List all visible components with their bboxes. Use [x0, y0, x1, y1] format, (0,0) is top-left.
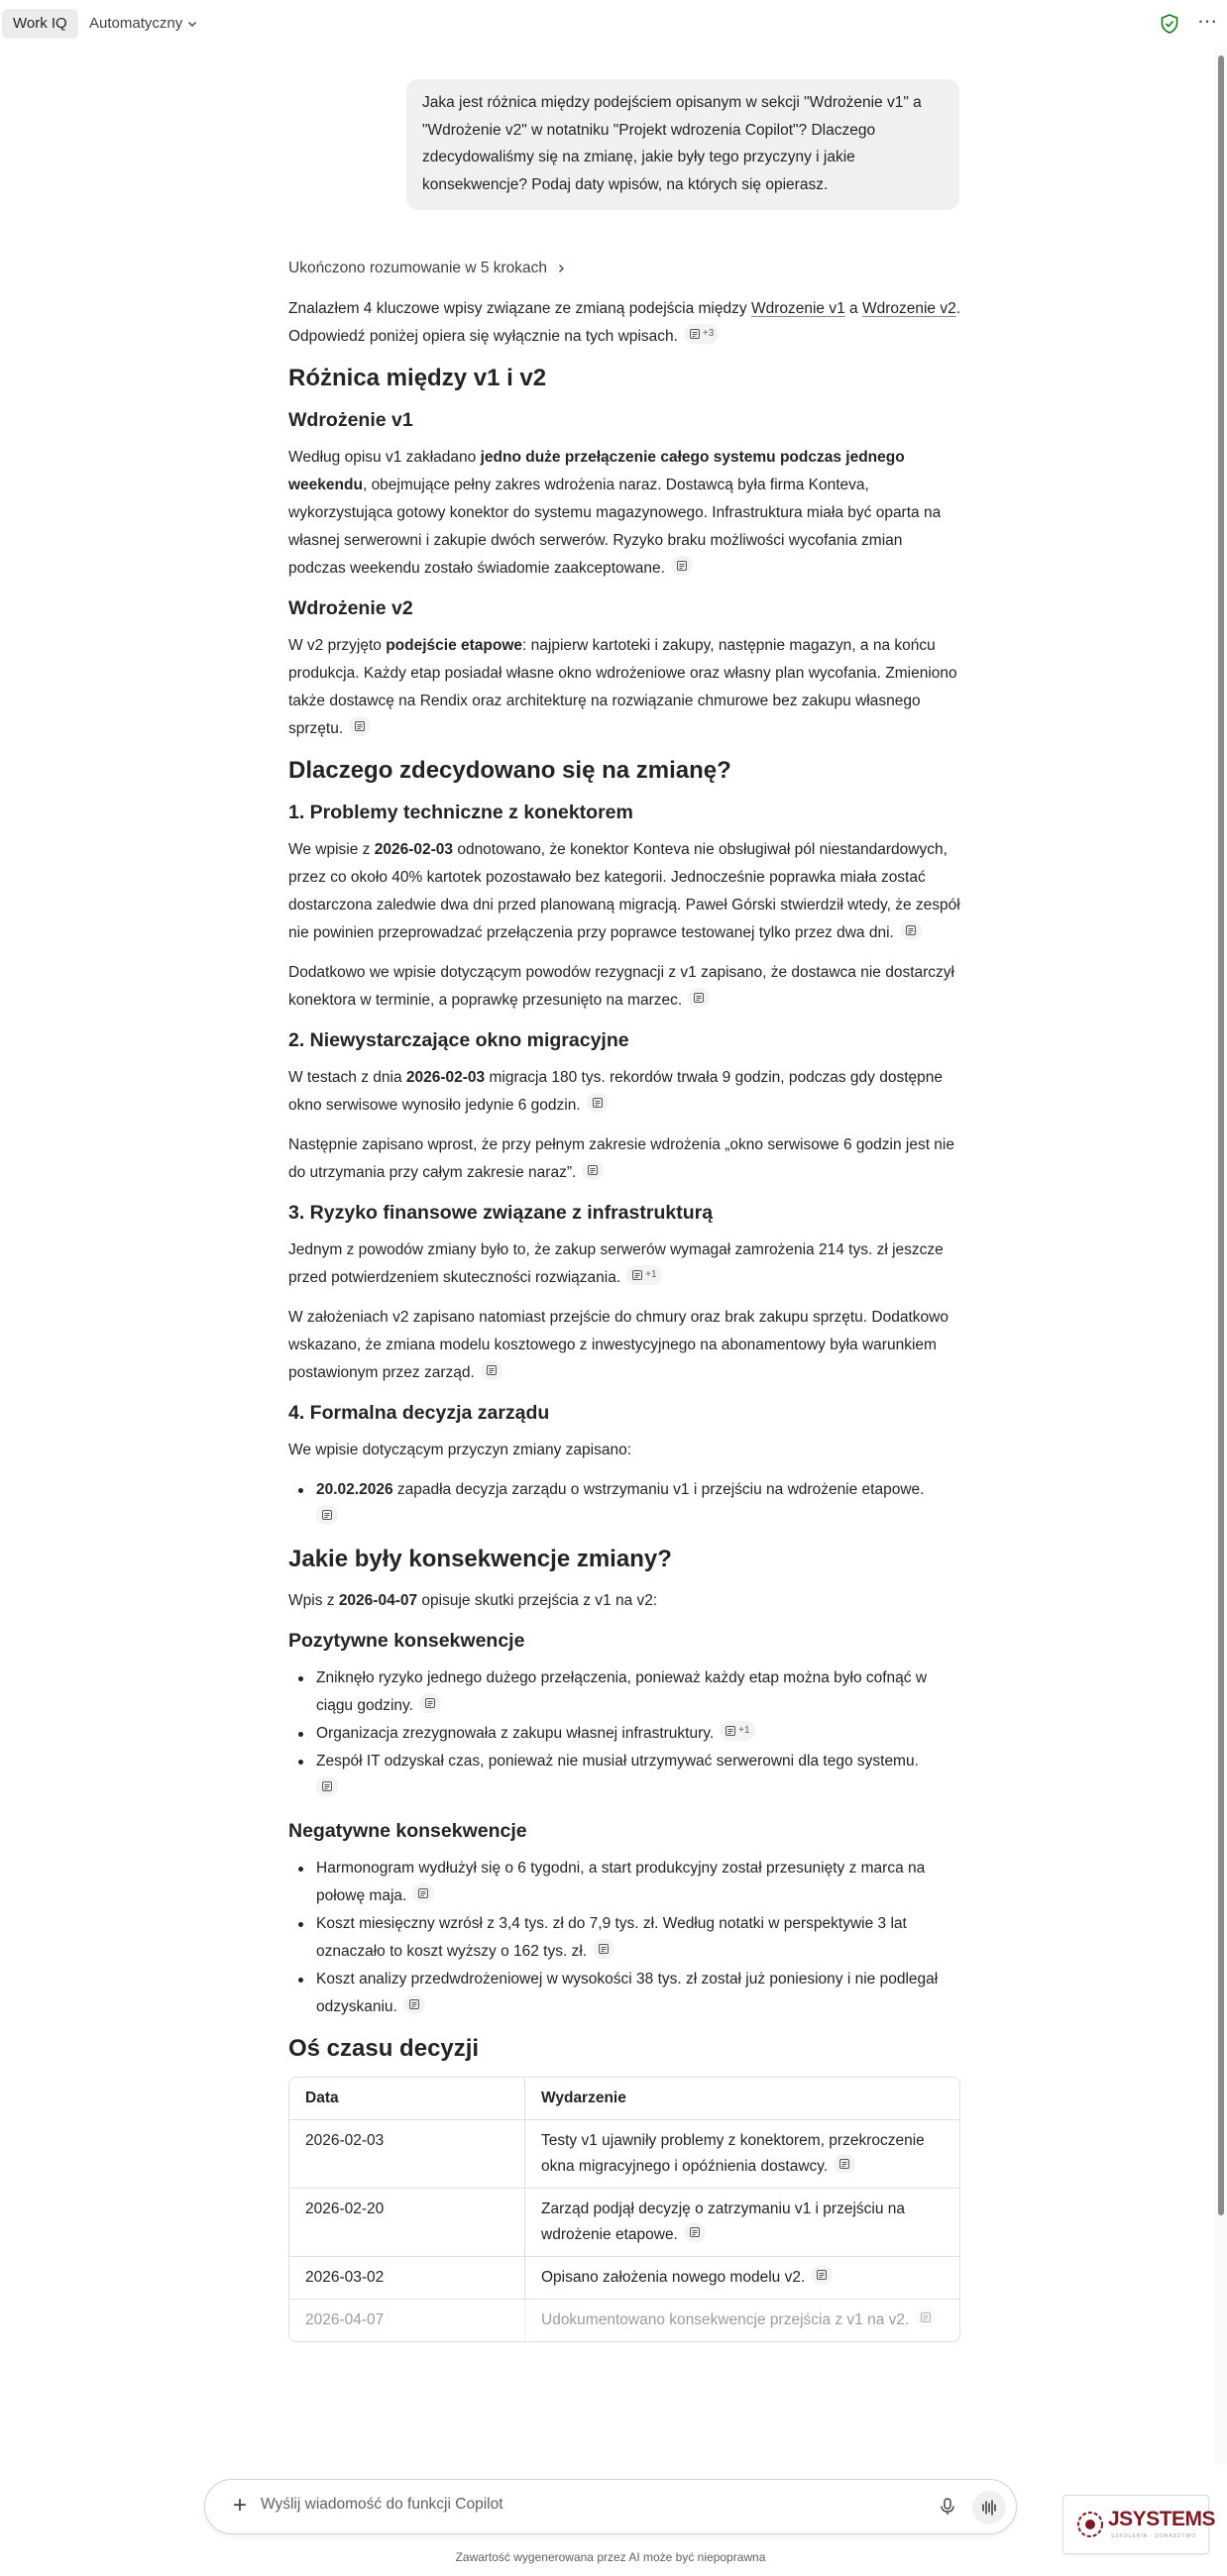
- heading-why: Dlaczego zdecydowano się na zmianę?: [288, 757, 731, 784]
- link-wdrozenie-v1[interactable]: Wdrozenie v1: [750, 300, 845, 317]
- table-row: [289, 2300, 959, 2341]
- citation-badge[interactable]: [316, 1505, 338, 1525]
- timeline-table: [288, 2077, 960, 2342]
- notebook-icon: [689, 2226, 701, 2238]
- notebook-icon: [905, 924, 917, 936]
- heading-v2: Wdrożenie v2: [288, 597, 413, 619]
- negative-list: [288, 1855, 960, 2021]
- cell-date: 2026-04-07: [289, 2300, 525, 2341]
- citation-badge[interactable]: [915, 2308, 937, 2327]
- reasoning-label: Ukończono rozumowanie w 5 krokach: [288, 260, 548, 276]
- reason-2-paragraph-1: W testach z dnia 2026-02-03 migracja 180 tys. rekordów trwała 9 godzin, podczas gdy dostępne okno serwisowe wynosiło jedynie 6 godzin.: [288, 1069, 943, 1114]
- table-row: [289, 2120, 959, 2189]
- jsystems-watermark-logo: [1062, 2495, 1216, 2554]
- add-attachment-icon[interactable]: +: [232, 2492, 247, 2519]
- citation-badge[interactable]: [684, 2222, 706, 2242]
- citation-badge[interactable]: [593, 1939, 614, 1959]
- reason-1-paragraph-1: We wpisie z 2026-02-03 odnotowano, że konektor Konteva nie obsługiwał pól niestandardowych, przez co około 40% kartotek pozostawało bez kategorii. Jednocześnie poprawka miała zostać dostarczona zaledwie dwa dni przed planowaną migracją. Paweł Górski stwierdził wtedy, że zespół nie powinien przeprowadzać przełączenia przy poprawce testowanej tylko przez dwa dni.: [288, 841, 960, 941]
- notebook-icon: [598, 1943, 610, 1955]
- cell-date: 2026-03-02: [289, 2257, 525, 2300]
- heading-positive: Pozytywne konsekwencje: [288, 1630, 525, 1652]
- chevron-right-icon: [556, 264, 566, 273]
- shield-check-icon[interactable]: [1159, 13, 1180, 35]
- ai-disclaimer: Zawartość wygenerowana przez AI może być niepoprawna: [455, 2550, 766, 2564]
- heading-timeline: Oś czasu decyzji: [288, 2035, 480, 2062]
- notebook-icon: [417, 1887, 429, 1899]
- link-wdrozenie-v2[interactable]: Wdrozenie v2: [861, 300, 956, 317]
- positive-list: [288, 1664, 960, 1803]
- cell-event: Opisano założenia nowego modelu v2.: [525, 2257, 959, 2300]
- notebook-icon: [693, 992, 705, 1004]
- v1-paragraph: Według opisu v1 zakładano jedno duże przełączenie całego systemu podczas jednego weekendu, obejmujące pełny zakres wdrożenia naraz. Dostawcą była firma Konteva, wykorzystująca gotowy konektor do systemu magazynowego. Infrastruktura miała być oparta na własnej serwerowni i zakupie dwóch serwerów. Ryzyko braku możliwości wycofania zmian podczas weekendu zostało świadomie zaakceptowane.: [288, 449, 942, 577]
- watermark-tagline: SZKOLENIA · DORADZTWO: [1111, 2533, 1197, 2539]
- list-item: Zniknęło ryzyko jednego dużego przełączenia, ponieważ każdy etap można było cofnąć w ciągu godziny.: [288, 1664, 960, 1720]
- reason-1-paragraph-2: Dodatkowo we wpisie dotyczącym powodów rezygnacji z v1 zapisano, że dostawca nie dostarczył konektora w terminie, a poprawkę przesunięto na marzec.: [288, 964, 954, 1009]
- reason-2-paragraph-2: Następnie zapisano wprost, że przy pełnym zakresie wdrożenia „okno serwisowe 6 godzin jest nie do utrzymania przy całym zakresie naraz”.: [288, 1136, 954, 1181]
- list-item: Zespół IT odzyskał czas, ponieważ nie musiał utrzymywać serwerowni dla tego systemu.: [288, 1748, 960, 1803]
- notebook-icon: [424, 1697, 436, 1709]
- cell-date: 2026-02-03: [289, 2120, 525, 2189]
- list-item: Koszt analizy przedwdrożeniowej w wysokości 38 tys. zł został już poniesiony i nie podlegał odzyskaniu.: [288, 1966, 960, 2021]
- cell-event: Zarząd podjął decyzję o zatrzymaniu v1 i przejściu na wdrożenie etapowe.: [525, 2189, 959, 2257]
- more-options-icon[interactable]: ⋯: [1197, 11, 1218, 33]
- citation-badge[interactable]: [811, 2265, 833, 2285]
- microphone-icon[interactable]: [937, 2496, 958, 2518]
- user-message: Jaka jest różnica między podejściem opisanym w sekcji "Wdrożenie v1" a "Wdrożenie v2" w notatniku "Projekt wdrozenia Copilot"? Dlaczego zdecydowaliśmy się na zmianę, jakie były tego przyczyny i jakie konsekwencje? Podaj daty wpisów, na których się opierasz.: [406, 79, 959, 210]
- notebook-icon: [321, 1780, 333, 1792]
- citation-badge[interactable]: [900, 920, 922, 940]
- citation-badge[interactable]: [688, 988, 710, 1008]
- assistant-answer: [288, 254, 960, 2342]
- voice-mode-button[interactable]: [972, 2491, 1006, 2524]
- heading-consequences: Jakie były konsekwencje zmiany?: [288, 1546, 672, 1572]
- notebook-icon: [408, 1998, 420, 2010]
- scrollbar-thumb[interactable]: [1218, 55, 1224, 2215]
- citation-badge[interactable]: [412, 1883, 434, 1903]
- notebook-icon: [354, 720, 366, 732]
- heading-difference: Różnica między v1 i v2: [288, 365, 547, 391]
- notebook-icon: [816, 2269, 828, 2281]
- column-header-event: Wydarzenie: [525, 2078, 959, 2120]
- list-item: Koszt miesięczny wzrósł z 3,4 tys. zł do 7,9 tys. zł. Według notatki w perspektywie 3 lat oznaczało to koszt wyższy o 162 tys. zł.: [288, 1910, 960, 1966]
- table-row: [289, 2189, 959, 2257]
- reasoning-toggle[interactable]: [288, 254, 960, 283]
- waveform-icon: [972, 2491, 1006, 2524]
- citation-badge[interactable]: [419, 1693, 441, 1713]
- app-name-tab[interactable]: Work IQ: [2, 9, 78, 39]
- notebook-icon: [486, 1364, 498, 1376]
- list-item: 20.02.2026 zapadła decyzja zarządu o wstrzymaniu v1 i przejściu na wdrożenie etapowe.: [288, 1476, 960, 1532]
- citation-badge[interactable]: +1: [720, 1721, 754, 1741]
- heading-negative: Negatywne konsekwencje: [288, 1820, 527, 1842]
- mode-dropdown[interactable]: [85, 9, 201, 39]
- list-item: Harmonogram wydłużył się o 6 tygodni, a start produkcyjny został przesunięty z marca na połowę maja.: [288, 1855, 960, 1910]
- table-row: [289, 2257, 959, 2300]
- notebook-icon: [920, 2311, 932, 2323]
- intro-paragraph: Znalazłem 4 kluczowe wpisy związane ze zmianą podejścia między Wdrozenie v1 a Wdrozenie v2. Odpowiedź poniżej opiera się wyłącznie na tych wpisach. +3: [288, 300, 961, 345]
- notebook-icon: [587, 1164, 599, 1176]
- message-composer[interactable]: [204, 2479, 1017, 2534]
- reason-3-paragraph-2: W założeniach v2 zapisano natomiast przejście do chmury oraz brak zakupu sprzętu. Dodatkowo wskazano, że zmiana modelu kosztowego z inwestycyjnego na abonamentowy była warunkiem postawionym przez zarząd.: [288, 1309, 948, 1381]
- cell-event: Testy v1 ujawniły problemy z konektorem, przekroczenie okna migracyjnego i opóźnienia dostawcy.: [525, 2120, 959, 2189]
- cell-event: Udokumentowano konsekwencje przejścia z v1 na v2.: [525, 2300, 959, 2341]
- reason-3-paragraph-1: Jednym z powodów zmiany było to, że zakup serwerów wymagał zamrożenia 214 tys. zł jeszcze przed potwierdzeniem skuteczności rozwiązania. +1: [288, 1241, 944, 1286]
- cell-date: 2026-02-20: [289, 2189, 525, 2257]
- heading-reason-3: 3. Ryzyko finansowe związane z infrastrukturą: [288, 1202, 714, 1224]
- heading-reason-1: 1. Problemy techniczne z konektorem: [288, 802, 633, 823]
- notebook-icon: [592, 1097, 604, 1109]
- citation-badge[interactable]: [481, 1360, 502, 1380]
- notebook-icon: [676, 560, 688, 572]
- watermark-brand: JSYSTEMS: [1108, 2508, 1216, 2530]
- citation-badge[interactable]: [834, 2154, 855, 2174]
- notebook-icon: [689, 328, 701, 340]
- notebook-icon: [725, 1725, 736, 1737]
- heading-reason-4: 4. Formalna decyzja zarządu: [288, 1402, 550, 1424]
- heading-v1: Wdrożenie v1: [288, 409, 413, 431]
- list-item: Organizacja zrezygnowała z zakupu własnej infrastruktury. +1: [288, 1720, 960, 1748]
- citation-badge[interactable]: [582, 1160, 604, 1180]
- citation-badge[interactable]: [349, 716, 371, 736]
- column-header-date: Data: [289, 2078, 525, 2120]
- notebook-icon: [321, 1509, 333, 1521]
- citation-badge[interactable]: [316, 1776, 338, 1796]
- v2-paragraph: W v2 przyjęto podejście etapowe: najpierw kartoteki i zakupy, następnie magazyn, a na końcu produkcja. Każdy etap posiadał własne okno wdrożeniowe oraz własny plan wycofania. Zmieniono także dostawcę na Rendix oraz architekturę na rozwiązanie chmurowe bez zakupu własnego sprzętu.: [288, 637, 957, 737]
- heading-reason-2: 2. Niewystarczające okno migracyjne: [288, 1029, 629, 1051]
- citation-badge[interactable]: [671, 556, 693, 576]
- reason-4-paragraph: We wpisie dotyczącym przyczyn zmiany zapisano:: [288, 1442, 632, 1458]
- mode-label: Automatyczny: [89, 15, 183, 32]
- message-input[interactable]: Wyślij wiadomość do funkcji Copilot: [261, 2496, 503, 2513]
- top-bar: [0, 0, 1227, 48]
- citation-badge[interactable]: [587, 1093, 609, 1113]
- citation-badge[interactable]: +3: [684, 324, 719, 344]
- chevron-down-icon: [187, 19, 197, 29]
- table-header-row: [289, 2078, 959, 2120]
- reason-4-list: [288, 1476, 960, 1532]
- citation-badge[interactable]: [403, 1994, 425, 2014]
- consequences-intro: Wpis z 2026-04-07 opisuje skutki przejścia z v1 na v2:: [288, 1592, 658, 1609]
- citation-badge[interactable]: +1: [626, 1265, 661, 1285]
- notebook-icon: [631, 1269, 643, 1281]
- jsystems-emblem-icon: [1075, 2510, 1105, 2539]
- notebook-icon: [838, 2158, 850, 2170]
